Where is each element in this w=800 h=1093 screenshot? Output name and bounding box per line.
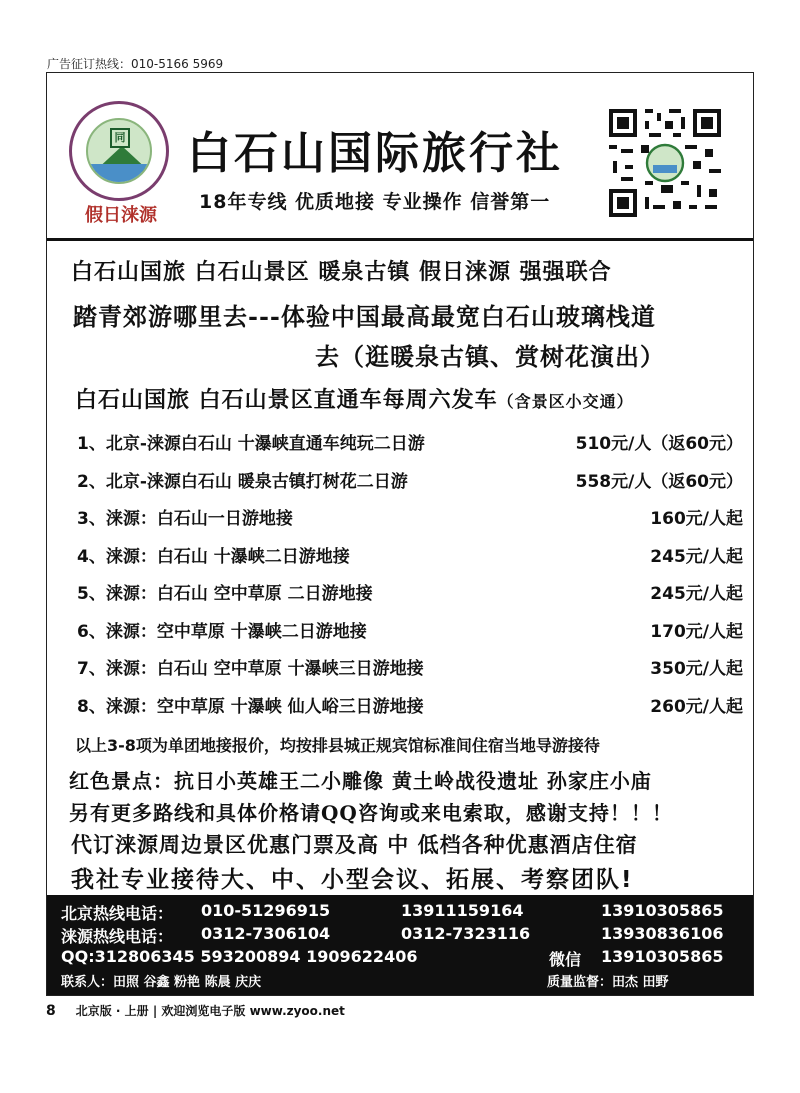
route-name: 6、涞源：空中草原 十瀑峡二日游地接 (77, 621, 367, 642)
phone-number: 010-51296915 (201, 901, 331, 920)
contact-box (47, 895, 753, 995)
wechat-label: 微信 (549, 950, 582, 969)
phone-number: 13910305865 (601, 901, 724, 920)
more-info-line: 另有更多路线和具体价格请QQ咨询或来电索取，感谢支持！！！ (69, 801, 673, 825)
route-price: 510元/人（返60元） (575, 434, 743, 454)
wechat-number: 13910305865 (601, 947, 724, 966)
route-item (77, 542, 743, 580)
water-icon (88, 164, 152, 184)
qr-code-icon (609, 109, 721, 217)
page-number: 8 (46, 1003, 56, 1019)
route-name: 2、北京-涞源白石山 暖泉古镇打树花二日游 (77, 471, 408, 492)
phone-number: 13930836106 (601, 924, 724, 943)
contact-persons: 联系人：田照 谷鑫 粉艳 陈晨 庆庆 (61, 975, 262, 990)
brand-slogan: 18年专线 优质地接 专业操作 信誉第一 (199, 191, 551, 213)
quality-supervision: 质量监督：田杰 田野 (547, 975, 669, 990)
route-price: 558元/人（返60元） (575, 471, 743, 492)
headline-line-1: 踏青郊游哪里去---体验中国最高最宽白石山玻璃栈道 (73, 302, 656, 331)
travel-agency-logo-icon (69, 101, 169, 201)
route-price: 170元/人起 (650, 621, 743, 642)
alliance-line: 白石山国旅 白石山景区 暖泉古镇 假日涞源 强强联合 (71, 260, 612, 285)
route-price: 260元/人起 (650, 696, 743, 717)
ad-hotline: 广告征订热线：010-5166 5969 (47, 57, 224, 71)
laiyuan-hotline-label: 涞源热线电话： (61, 927, 174, 946)
route-name: 5、涞源：白石山 空中草原 二日游地接 (77, 584, 373, 604)
footer-edition: 北京版 · 上册 | 欢迎浏览电子版 www.zyoo.net (75, 1004, 345, 1018)
route-name: 8、涞源：空中草原 十瀑峡 仙人峪三日游地接 (77, 696, 424, 717)
phone-number: 0312-7306104 (201, 924, 331, 943)
route-price: 245元/人起 (650, 546, 743, 567)
route-name: 4、涞源：白石山 十瀑峡二日游地接 (77, 546, 350, 567)
route-item (77, 579, 743, 617)
red-spots-line: 红色景点：抗日小英雄王二小雕像 黄土岭战役遗址 孙家庄小庙 (69, 769, 652, 793)
route-price: 350元/人起 (650, 659, 743, 679)
house-icon: 同 (110, 128, 130, 148)
bus-line-note: （含景区小交通） (497, 392, 634, 411)
bus-line (75, 383, 781, 414)
headline-line-2: 去（逛暖泉古镇、赏树花演出） (315, 342, 665, 371)
route-price: 160元/人起 (650, 509, 743, 529)
logo-tagline: 假日涞源 (85, 205, 157, 226)
route-name: 7、涞源：白石山 空中草原 十瀑峡三日游地接 (77, 659, 424, 679)
brand-name: 白石山国际旅行社 (187, 128, 563, 179)
page-footer (46, 1002, 345, 1019)
phone-number: 13911159164 (401, 901, 524, 920)
beijing-hotline-label: 北京热线电话： (61, 904, 174, 923)
route-name: 3、涞源：白石山一日游地接 (77, 509, 293, 529)
route-item (77, 692, 743, 730)
meeting-line: 我社专业接待大、中、小型会议、拓展、考察团队! (71, 867, 634, 893)
logo-emblem (86, 118, 152, 184)
tickets-line: 代订涞源周边景区优惠门票及高 中 低档各种优惠酒店住宿 (71, 833, 638, 857)
route-item (77, 654, 743, 692)
route-name: 1、北京-涞源白石山 十瀑峡直通车纯玩二日游 (77, 434, 425, 454)
route-price: 245元/人起 (650, 584, 743, 604)
bus-line-text: 白石山国旅 白石山景区直通车每周六发车 (75, 388, 498, 413)
ad-frame (46, 72, 754, 996)
ad-header (47, 73, 753, 241)
pricing-note: 以上3-8项为单团地接报价，均按排县城正规宾馆标准间住宿当地导游接待 (75, 736, 600, 755)
route-item (77, 504, 743, 542)
phone-number: 0312-7323116 (401, 924, 531, 943)
route-item (77, 429, 743, 467)
route-list (77, 429, 743, 729)
qq-numbers: QQ:312806345 593200894 1909622406 (61, 947, 418, 966)
route-item (77, 467, 743, 505)
route-item (77, 617, 743, 655)
